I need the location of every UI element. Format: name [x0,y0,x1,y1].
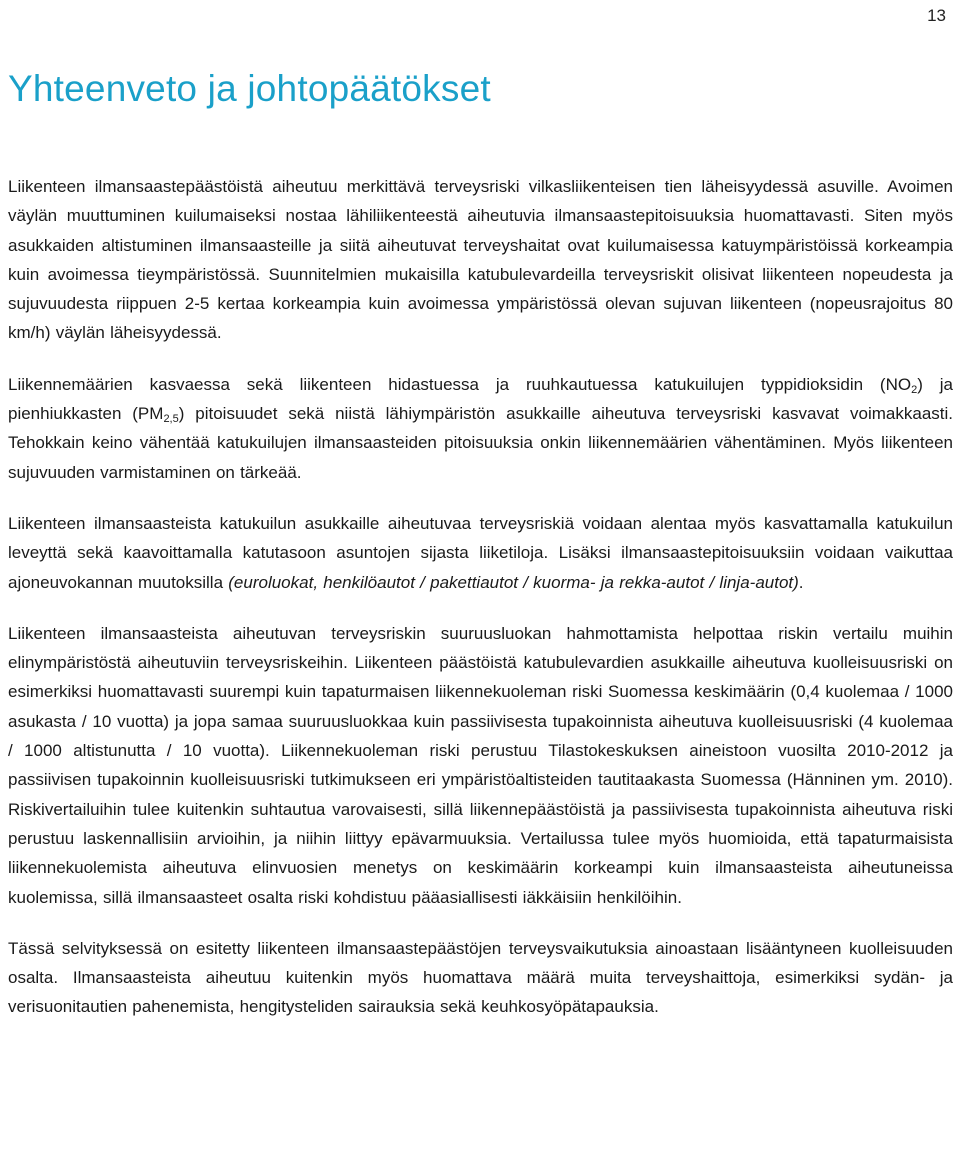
page-number: 13 [927,6,946,25]
vehicle-categories: (euroluokat, henkilöautot / pakettiautot / kuorma- ja rekka-autot / linja-autot) [228,572,799,592]
paragraph-scope: Tässä selvityksessä on esitetty liikenteen ilmansaastepäästöjen terveysvaikutuksia ainoastaan lisääntyneen kuolleisuuden osalta. Ilmansaasteista aiheutuu kuitenkin myös huomattava määrä muita terveyshaittoja, esimerkiksi sydän- ja verisuonitautien pahenemista, hengitysteliden sairauksia sekä keuhkosyöpätapauksia. [8,938,953,1017]
paragraph-summary-risk: Liikenteen ilmansaastepäästöistä aiheutuu merkittävä terveysriski vilkasliikenteisen tien läheisyydessä asuville. Avoimen väylän muuttuminen kuilumaiseksi nostaa lähiliikenteestä aiheutuvia ilmansaastepitoisuuksia huomattavasti. Siten myös asukkaiden altistuminen ilmansaasteille ja siitä aiheutuvat terveyshaitat ovat kuilumaisessa katuympäristöissä korkeampia kuin avoimessa tieympäristössä. Suunnitelmien mukaisilla katubulevardeilla terveysriskit olisivat liikenteen nopeudesta ja sujuvuudesta riippuen 2-5 kertaa korkeampia kuin avoimessa ympäristössä olevan sujuvan liikenteen (nopeusrajoitus 80 km/h) väylän läheisyydessä. [8,177,953,343]
paragraph-risk-reduction: Liikenteen ilmansaasteista katukuilun asukkaille aiheutuvaa terveysriskiä voidaan alentaa myös kasvattamalla katukuilun leveyttä sekä kaavoittamalla katutasoon asuntojen sijasta liiketiloja. Lisäksi ilmansaastepitoisuuksiin voidaan vaikuttaa ajoneuvokannan muutoksilla (euroluokat, henkilöautot / pakettiautot / kuorma- ja rekka-autot / linja-autot). [8,513,953,592]
pm25-subscript: 2,5 [163,413,179,426]
document-body [8,172,953,1022]
page-title: Yhteenveto ja johtopäätökset [8,68,491,109]
paragraph-risk-comparison: Liikenteen ilmansaasteista aiheutuvan terveysriskin suuruusluokan hahmottamista helpottaa riskin vertailu muihin elinympäristöstä aiheutuviin terveysriskeihin. Liikenteen päästöistä katubulevardien asukkaille aiheutuva kuolleisuusriski on esimerkiksi huomattavasti suurempi kuin tapaturmaisen liikennekuoleman riski Suomessa keskimäärin (0,4 kuolemaa / 1000 asukasta / 10 vuotta) ja jopa samaa suuruusluokkaa kuin passiivisesta tupakoinnista aiheutuva kuolleisuusriski (4 kuolemaa / 1000 altistunutta / 10 vuotta). Liikennekuoleman riski perustuu Tilastokeskuksen aineistoon vuosilta 2010-2012 ja passiivisen tupakoinnin kuolleisuusriski tutkimukseen eri ympäristöaltisteiden tautitaakasta Suomessa (Hänninen ym. 2010). Riskivertailuihin tulee kuitenkin suhtautua varovaisesti, sillä liikennepäästöistä ja passiivisesta tupakoinnista aiheutuva riski perustuu laskennallisiin arvioihin, ja niihin liittyy epävarmuuksia. Vertailussa tulee myös huomioida, että tapaturmaisista liikennekuolemista aiheutuva elinvuosien menetys on keskimäärin korkeampi kuin ilmansaasteista aiheutuneissa kuolemissa, sillä ilmansaasteet osalta riski kohdistuu pääasiallisesti iäkkäisiin henkilöihin. [8,623,953,907]
paragraph-traffic-volume: Liikennemäärien kasvaessa sekä liikenteen hidastuessa ja ruuhkautuessa katukuilujen typpidioksidin $(NO_2)$ ja pienhiukkasten $(PM_{2,5})$ pitoisuudet sekä niistä lähiympäristön asukkaille aiheutuva terveysriski kasvavat voimakkaasti. Tehokkain keino vähentää katukuilujen ilmansaasteiden pitoisuuksia onkin liikennemäärien vähentäminen. Myös liikenteen sujuvuuden varmistaminen on tärkeää. [8,374,953,482]
no2-subscript: 2 [911,383,918,396]
